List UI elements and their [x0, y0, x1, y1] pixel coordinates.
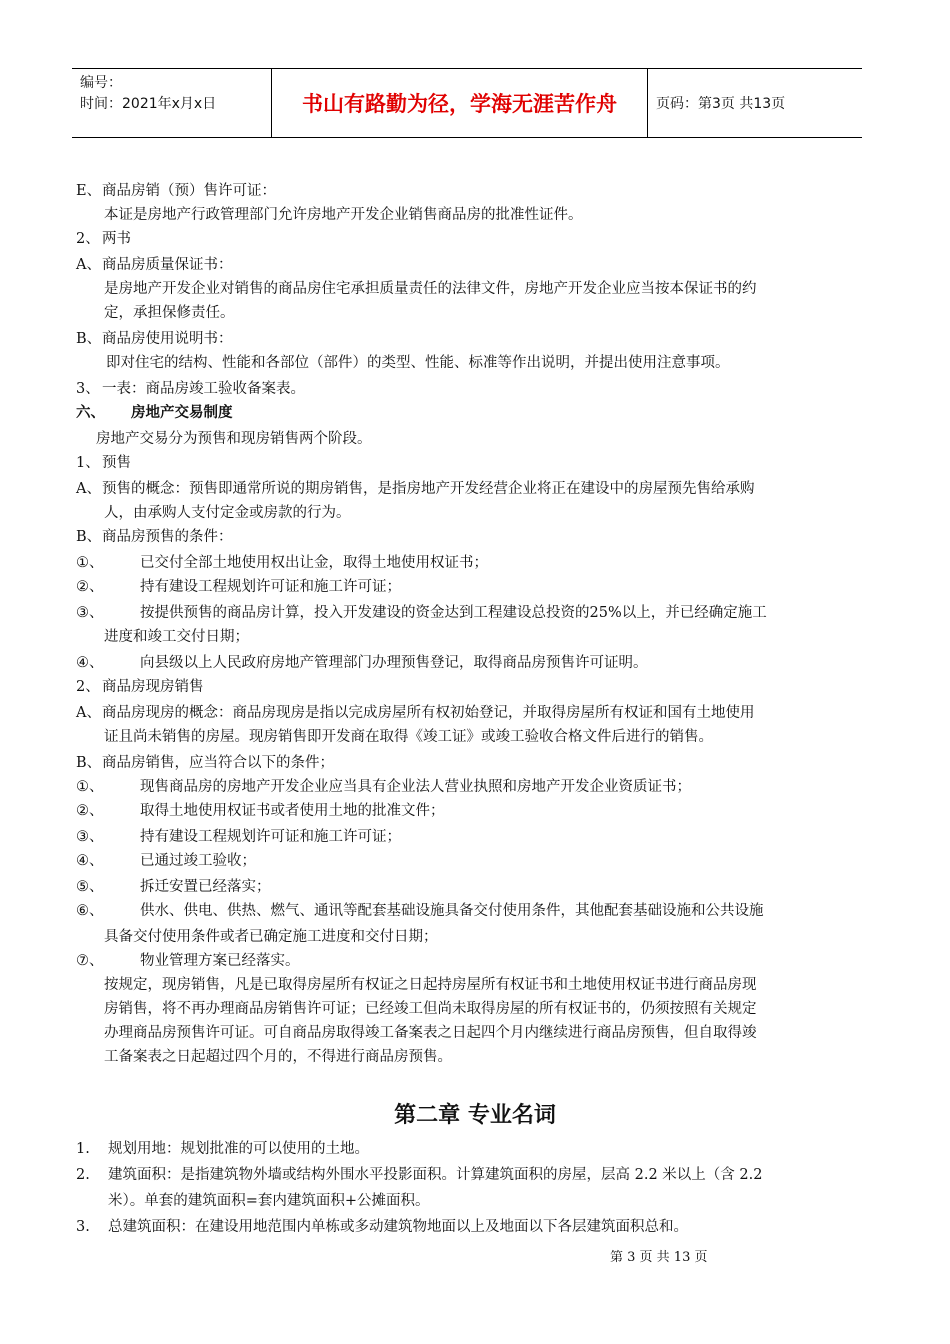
line-marker: ②、 — [76, 579, 104, 595]
line-marker: A、 — [76, 705, 101, 721]
text-line — [76, 526, 866, 548]
chapter-title: 第二章 专业名词 — [394, 1103, 556, 1128]
line-marker: 3、 — [76, 381, 100, 397]
line-text: 持有建设工程规划许可证和施工许可证； — [140, 829, 401, 845]
term-line — [76, 1138, 866, 1160]
term-number: 2. — [76, 1167, 90, 1183]
line-text: 预售的概念：预售即通常所说的期房销售，是指房地产开发经营企业将正在建设中的房屋预先售给承购 — [102, 481, 755, 497]
text-line — [76, 626, 866, 648]
line-text: 现售商品房的房地产开发企业应当具有企业法人营业执照和房地产开发企业资质证书； — [140, 779, 691, 795]
text-line — [76, 302, 866, 324]
text-line — [76, 926, 866, 948]
text-line — [76, 502, 866, 524]
term-text: 总建筑面积：在建设用地范围内单栋或多动建筑物地面以上及地面以下各层建筑面积总和。 — [108, 1219, 688, 1235]
text-line — [76, 752, 866, 774]
term-number: 1. — [76, 1141, 90, 1157]
line-marker: 六、 — [76, 405, 105, 421]
line-text: 是房地产开发企业对销售的商品房住宅承担质量责任的法律文件，房地产开发企业应当按本保证书的约 — [104, 281, 757, 297]
line-text: 商品房现房销售 — [102, 679, 204, 695]
line-text: 预售 — [102, 455, 131, 471]
line-text: 物业管理方案已经落实。 — [140, 953, 300, 969]
term-text: 米）。单套的建筑面积=套内建筑面积+公摊面积。 — [108, 1193, 430, 1209]
line-marker: ④、 — [76, 853, 104, 869]
line-text: 本证是房地产行政管理部门允许房地产开发企业销售商品房的批准性证件。 — [104, 207, 583, 223]
text-line — [76, 552, 866, 574]
line-text: 持有建设工程规划许可证和施工许可证； — [140, 579, 401, 595]
line-text: 商品房销（预）售许可证： — [102, 183, 276, 199]
line-marker: A、 — [76, 481, 101, 497]
text-line — [76, 676, 866, 698]
text-line — [76, 950, 866, 972]
term-line — [76, 1164, 866, 1186]
line-text: 商品房质量保证书： — [102, 257, 233, 273]
line-marker: 1、 — [76, 455, 100, 471]
line-marker: ④、 — [76, 655, 104, 671]
line-marker: 2、 — [76, 679, 100, 695]
line-marker: ①、 — [76, 555, 104, 571]
term-number: 3. — [76, 1219, 90, 1235]
text-line — [76, 900, 866, 922]
line-text: 进度和竣工交付日期； — [104, 629, 249, 645]
term-text: 建筑面积：是指建筑物外墙或结构外围水平投影面积。计算建筑面积的房屋，层高 2.2 米以上（含 2.2 — [108, 1167, 763, 1183]
line-text: 具备交付使用条件或者已确定施工进度和交付日期； — [104, 929, 438, 945]
line-marker: B、 — [76, 331, 102, 347]
text-line — [76, 452, 866, 474]
line-text: 已交付全部土地使用权出让金，取得土地使用权证书； — [140, 555, 488, 571]
line-text: 即对住宅的结构、性能和各部位（部件）的类型、性能、标准等作出说明，并提出使用注意事项。 — [106, 355, 730, 371]
line-text: 拆迁安置已经落实； — [140, 879, 271, 895]
text-line — [76, 998, 866, 1020]
line-text: 两书 — [102, 231, 131, 247]
text-line — [76, 228, 866, 250]
text-line — [76, 428, 866, 450]
line-marker: ③、 — [76, 829, 104, 845]
line-text: 向县级以上人民政府房地产管理部门办理预售登记，取得商品房预售许可证明。 — [140, 655, 648, 671]
text-line — [76, 478, 866, 500]
text-line — [76, 702, 866, 724]
term-text: 规划用地：规划批准的可以使用的土地。 — [108, 1141, 369, 1157]
text-line — [76, 726, 866, 748]
line-marker: ⑤、 — [76, 879, 104, 895]
line-marker: A、 — [76, 257, 101, 273]
text-line — [76, 402, 866, 424]
text-line — [76, 254, 866, 276]
text-line — [76, 876, 866, 898]
text-line — [76, 180, 866, 202]
line-marker: ②、 — [76, 803, 104, 819]
line-text: 商品房使用说明书： — [102, 331, 233, 347]
line-text: 房销售，将不再办理商品房销售许可证；已经竣工但尚未取得房屋的所有权证书的，仍须按照有关规定 — [104, 1001, 757, 1017]
line-marker: B、 — [76, 529, 102, 545]
line-text: 一表：商品房竣工验收备案表。 — [102, 381, 305, 397]
text-line — [76, 850, 866, 872]
line-marker: ①、 — [76, 779, 104, 795]
line-text: 商品房预售的条件： — [102, 529, 233, 545]
text-line — [76, 602, 866, 624]
line-text: 已通过竣工验收； — [140, 853, 256, 869]
text-line — [76, 278, 866, 300]
text-line — [76, 328, 866, 350]
line-text: 按规定，现房销售，凡是已取得房屋所有权证之日起持房屋所有权证书和土地使用权证书进行商品房现 — [104, 977, 757, 993]
line-text: 人，由承购人支付定金或房款的行为。 — [104, 505, 351, 521]
line-text: 证且尚未销售的房屋。现房销售即开发商在取得《竣工证》或竣工验收合格文件后进行的销售。 — [104, 729, 713, 745]
text-line — [76, 800, 866, 822]
page-footer: 第 3 页 共 13 页 — [610, 1250, 708, 1265]
line-text: 取得土地使用权证书或者使用土地的批准文件； — [140, 803, 445, 819]
page-header — [72, 68, 862, 138]
line-text: 按提供预售的商品房计算，投入开发建设的资金达到工程建设总投资的25%以上，并已经确定施工 — [140, 605, 767, 621]
line-marker: B、 — [76, 755, 102, 771]
text-line — [76, 1022, 866, 1044]
text-line — [76, 652, 866, 674]
text-line — [76, 378, 866, 400]
line-text: 商品房现房的概念：商品房现房是指以完成房屋所有权初始登记，并取得房屋所有权证和国有土地使用 — [102, 705, 755, 721]
line-text: 商品房销售，应当符合以下的条件； — [102, 755, 334, 771]
line-text: 房地产交易分为预售和现房销售两个阶段。 — [96, 431, 372, 447]
number-label: 编号： — [80, 75, 122, 91]
text-line — [76, 974, 866, 996]
line-marker: ⑦、 — [76, 953, 104, 969]
date-label: 时间：2021年x月x日 — [80, 96, 217, 112]
line-text: 工备案表之日起超过四个月的，不得进行商品房预售。 — [104, 1049, 452, 1065]
text-line — [76, 1046, 866, 1068]
line-marker: E、 — [76, 183, 102, 199]
line-text: 办理商品房预售许可证。可自商品房取得竣工备案表之日起四个月内继续进行商品房预售，但自取得竣 — [104, 1025, 757, 1041]
line-text: 房地产交易制度 — [131, 405, 233, 421]
term-line — [76, 1190, 866, 1212]
text-line — [76, 826, 866, 848]
line-text: 供水、供电、供热、燃气、通讯等配套基础设施具备交付使用条件，其他配套基础设施和公共设施 — [140, 903, 764, 919]
line-marker: 2、 — [76, 231, 100, 247]
header-page-label: 页码：第3页 共13页 — [656, 96, 786, 112]
text-line — [76, 776, 866, 798]
line-marker: ③、 — [76, 605, 104, 621]
text-line — [76, 576, 866, 598]
line-text: 定，承担保修责任。 — [104, 305, 235, 321]
header-motto: 书山有路勤为径，学海无涯苦作舟 — [272, 69, 648, 137]
text-line — [76, 204, 866, 226]
line-marker: ⑥、 — [76, 903, 104, 919]
term-line — [76, 1216, 866, 1238]
header-meta — [72, 69, 272, 137]
text-line — [76, 352, 866, 374]
